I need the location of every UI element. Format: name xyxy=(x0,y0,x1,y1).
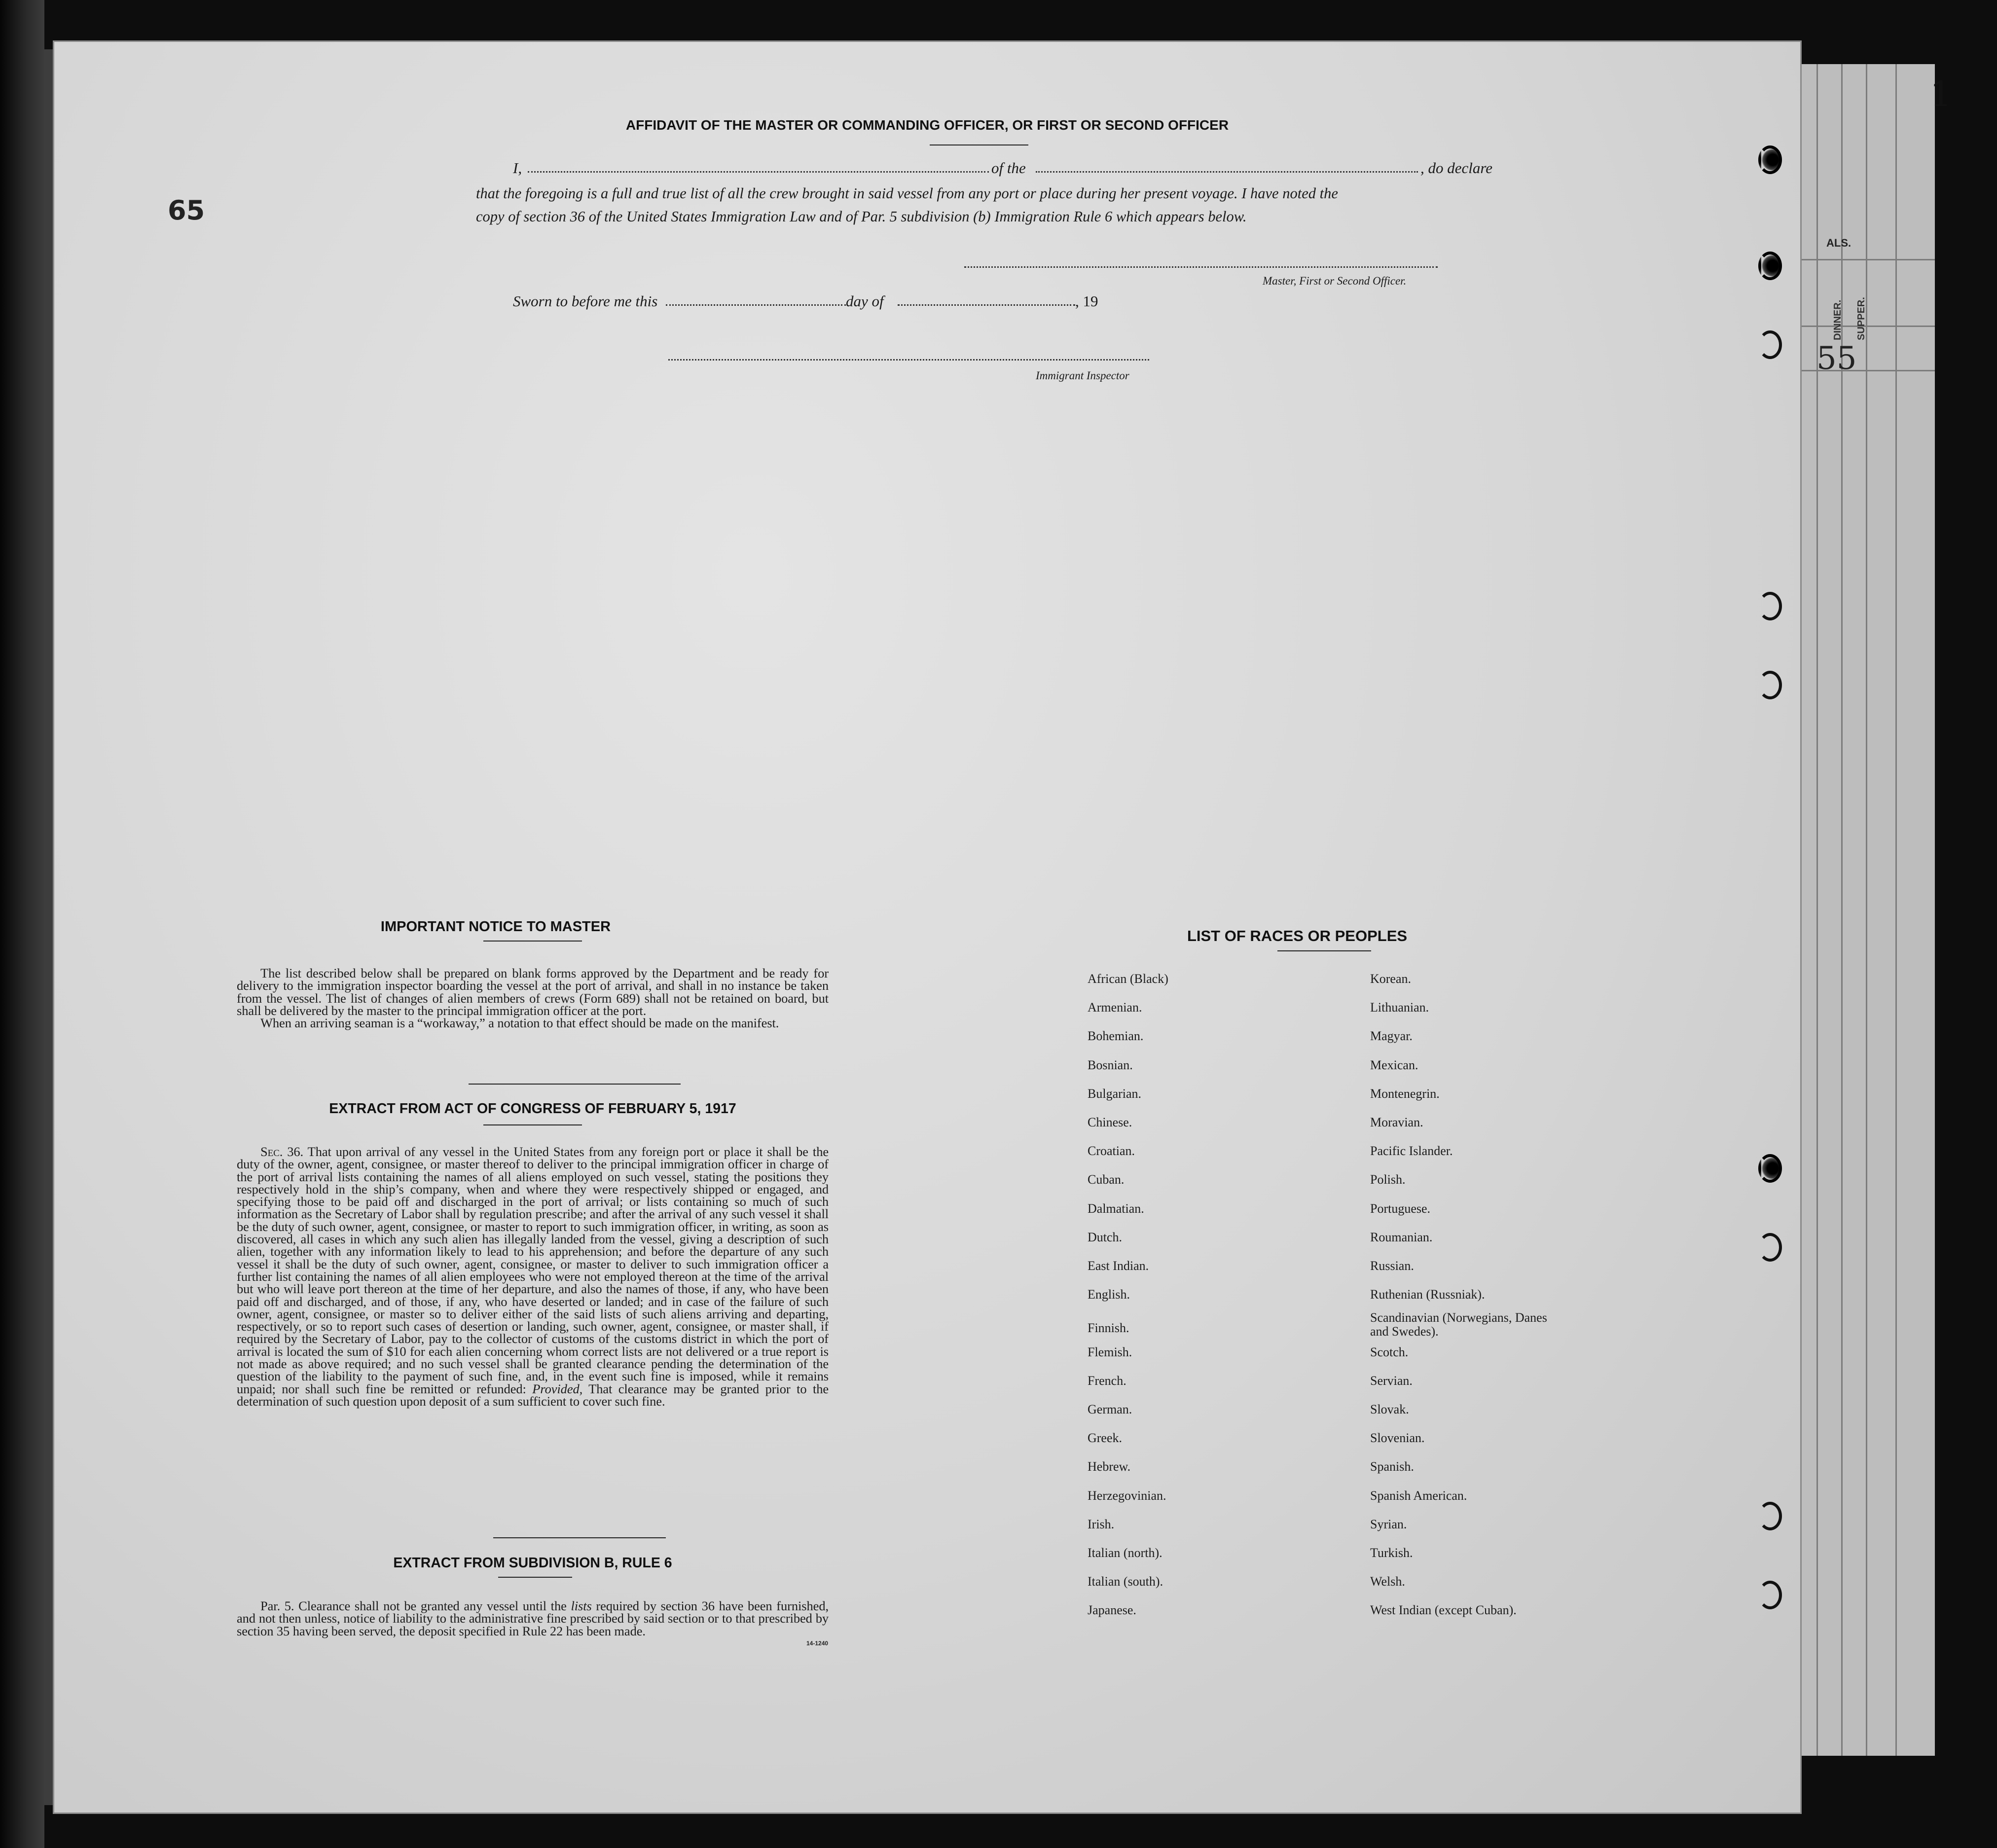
punch-hole xyxy=(1758,1233,1782,1262)
punch-hole xyxy=(1758,592,1782,620)
punch-hole xyxy=(1758,252,1782,280)
divider xyxy=(483,1124,582,1125)
race-item: Cuban. xyxy=(1088,1172,1125,1187)
race-item: Korean. xyxy=(1370,972,1412,986)
divider xyxy=(483,941,582,942)
race-item: Italian (north). xyxy=(1088,1546,1162,1560)
sheet-rule xyxy=(1816,64,1818,1756)
race-item: Servian. xyxy=(1370,1373,1413,1388)
manifest-page xyxy=(54,42,1800,1812)
race-item: Italian (south). xyxy=(1088,1574,1163,1589)
race-item: German. xyxy=(1088,1402,1132,1416)
sheet-rule xyxy=(1787,259,1935,260)
notice-title: IMPORTANT NOTICE TO MASTER xyxy=(380,919,611,935)
sheet-rule xyxy=(1895,64,1897,1756)
race-item: West Indian (except Cuban). xyxy=(1370,1603,1517,1618)
affidavit-line-2: that the foregoing is a full and true list of all the crew brought in said vessel from any port or place during her present voyage. I have noted the xyxy=(476,185,1338,202)
race-item: Slovak. xyxy=(1370,1402,1409,1416)
race-item: Spanish. xyxy=(1370,1459,1414,1474)
affidavit-title: AFFIDAVIT OF THE MASTER OR COMMANDING OFFICER, OR FIRST OR SECOND OFFICER xyxy=(625,117,1229,133)
race-item: French. xyxy=(1088,1373,1126,1388)
affidavit-of-the: of the xyxy=(991,159,1026,177)
affidavit-declare: , do declare xyxy=(1420,159,1493,177)
handwritten-number: 55 xyxy=(1816,340,1857,377)
punch-hole xyxy=(1758,330,1782,359)
race-item: English. xyxy=(1088,1287,1130,1302)
rule-text: Par. 5. Clearance shall not be granted any vessel until the xyxy=(260,1598,567,1613)
races-title: LIST OF RACES OR PEOPLES xyxy=(1187,927,1408,944)
stamp-number: 65 xyxy=(168,195,205,226)
underlying-sheet xyxy=(1785,64,1952,1756)
race-item: Bohemian. xyxy=(1088,1029,1144,1044)
handwritten-mark: 1 xyxy=(1930,74,1952,114)
race-item: Finnish. xyxy=(1088,1321,1129,1336)
notice-body xyxy=(237,967,829,1029)
act-extract-title: EXTRACT FROM ACT OF CONGRESS OF FEBRUARY 5, 1917 xyxy=(329,1101,736,1117)
race-item: Herzegovinian. xyxy=(1088,1488,1166,1503)
sworn-label: Sworn to before me this xyxy=(513,292,658,310)
race-item: Polish. xyxy=(1370,1172,1406,1187)
race-item: African (Black) xyxy=(1088,972,1168,986)
race-item: Moravian. xyxy=(1370,1115,1423,1129)
binder-edge xyxy=(0,0,44,1848)
race-item: Russian. xyxy=(1370,1259,1414,1273)
affidavit-line-3: copy of section 36 of the United States Immigration Law and of Par. 5 subdivision (b) Immigration Rule 6 which appears below. xyxy=(476,208,1247,225)
race-item: Lithuanian. xyxy=(1370,1000,1429,1015)
sheet-column-label: DINNER. xyxy=(1832,299,1843,340)
race-item: Armenian. xyxy=(1088,1000,1142,1015)
rule-extract-body xyxy=(237,1600,829,1637)
race-item: Syrian. xyxy=(1370,1517,1407,1531)
section-label: Sec. 36. xyxy=(260,1144,304,1159)
race-item: Slovenian. xyxy=(1370,1431,1425,1446)
race-item: Bosnian. xyxy=(1088,1057,1133,1072)
race-item: Turkish. xyxy=(1370,1546,1413,1560)
notice-paragraph: When an arriving seaman is a “workaway,” a notation to that effect should be made on the manifest. xyxy=(260,1015,779,1031)
sheet-column-label: SUPPER. xyxy=(1856,297,1867,340)
divider xyxy=(493,1537,666,1538)
divider xyxy=(498,1577,572,1578)
day-of-label: day of xyxy=(846,292,884,310)
act-extract-body xyxy=(237,1146,829,1408)
rule-text: required by section 36 have been furnished, and not then unless, notice of liability to the administrative fine prescribed by said section or to that prescribed by section 35 having been served, the deposit specified in Rule 22 has been made. xyxy=(237,1598,829,1638)
race-item: East Indian. xyxy=(1088,1259,1149,1273)
race-item: Chinese. xyxy=(1088,1115,1132,1129)
race-item: Hebrew. xyxy=(1088,1459,1131,1474)
race-item: Flemish. xyxy=(1088,1344,1132,1359)
race-item: Magyar. xyxy=(1370,1029,1413,1044)
race-item: Scandinavian (Norwegians, Danes and Swedes). xyxy=(1370,1310,1547,1339)
sworn-month-line xyxy=(898,304,1075,306)
race-item: Roumanian. xyxy=(1370,1230,1433,1244)
race-item: Dalmatian. xyxy=(1088,1201,1144,1216)
race-item: Dutch. xyxy=(1088,1230,1123,1244)
year-prefix: , 19 xyxy=(1075,292,1098,310)
race-item: Montenegrin. xyxy=(1370,1086,1440,1101)
inspector-signature-line xyxy=(668,359,1149,361)
race-item: Welsh. xyxy=(1370,1574,1405,1589)
signature-label: Master, First or Second Officer. xyxy=(1263,275,1407,287)
race-item: Bulgarian. xyxy=(1088,1086,1142,1101)
act-text: That upon arrival of any vessel in the United States from any foreign port or place it shall be the duty of the owner, agent, consignee, or master thereof to deliver to the principal immigration officer in charge of the port of arrival lists containing the names of all aliens employed on such vessel, stating the positions they respectively hold in the ship’s company, when and where they were respectively shipped or engaged, and specifying those to be paid off and discharged in the port of arrival; or lists containing so much of such information as the Secretary of Labor shall by regulation prescribe; and after the arrival of any such vessel it shall be the duty of such owner, agent, consignee, or master to report to such immigration officer, in writing, as soon as discovered, all cases in which any such alien has illegally landed from the vessel, giving a description of such alien, together with any information likely to lead to his apprehension; and before the departure of any such vessel it shall be the duty of such owner, agent, consignee, or master to deliver to such immigration officer a further list containing the names of all alien employees who were not employed thereon at the time of the arrival but who will leave port thereon at the time of her departure, and also the names of those, if any, who have been paid off and discharged, and of those, if any, who have deserted or landed; and in case of the failure of such owner, agent, consignee, or master so to deliver either of the said lists of such aliens arriving and departing, respectively, or so to report such cases of desertion or landing, such owner, agent, consignee, or master shall, if required by the Secretary of Labor, pay to the collector of customs of the customs district in which the port of arrival is located the sum of $10 for each alien concerning whom correct lists are not delivered or a true report is not made as above required; and no such vessel shall be granted clearance pending the determination of the question of the liability to the payment of such fine, and, in the event such fine is imposed, while it remains unpaid; nor shall such fine be remitted or refunded: xyxy=(237,1144,829,1396)
punch-hole xyxy=(1758,1154,1782,1183)
sworn-day-line xyxy=(666,304,846,306)
provided-term: Provided, xyxy=(532,1381,583,1396)
punch-hole xyxy=(1758,1502,1782,1530)
race-item: Mexican. xyxy=(1370,1057,1418,1072)
race-item: Greek. xyxy=(1088,1431,1123,1446)
punch-hole xyxy=(1758,145,1782,174)
race-item: Portuguese. xyxy=(1370,1201,1431,1216)
divider xyxy=(1277,950,1371,951)
race-item: Scotch. xyxy=(1370,1344,1409,1359)
race-item: Ruthenian (Russniak). xyxy=(1370,1287,1485,1302)
vessel-line xyxy=(1036,171,1418,173)
lists-term: lists xyxy=(571,1598,592,1613)
race-item: Croatian. xyxy=(1088,1144,1135,1159)
race-item: Irish. xyxy=(1088,1517,1115,1531)
divider xyxy=(469,1084,681,1085)
punch-hole xyxy=(1758,1581,1782,1609)
rule-extract-title: EXTRACT FROM SUBDIVISION B, RULE 6 xyxy=(393,1555,672,1571)
act-text: That clearance may be granted prior to the determination of such question upon deposit of a sum sufficient to cover such fine. xyxy=(237,1381,829,1409)
sheet-rule xyxy=(1787,370,1935,371)
notice-paragraph: The list described below shall be prepared on blank forms approved by the Department and be ready for delivery to the immigration inspector boarding the vessel at the port of arrival, and shall in no instance be taken from the vessel. The list of changes of alien members of crews (Form 689) shall not be retained on board, but shall be delivered by the master to the principal immigration officer at the port. xyxy=(237,966,829,1018)
sheet-header: ALS. xyxy=(1826,237,1852,249)
form-number: 14-1240 xyxy=(806,1640,829,1647)
inspector-label: Immigrant Inspector xyxy=(1036,369,1129,382)
signature-line xyxy=(964,266,1438,268)
name-line xyxy=(528,171,989,173)
race-item: Japanese. xyxy=(1088,1603,1136,1618)
punch-hole xyxy=(1758,671,1782,699)
race-item: Spanish American. xyxy=(1370,1488,1467,1503)
race-item: Pacific Islander. xyxy=(1370,1144,1453,1159)
affidavit-i: I, xyxy=(513,159,522,177)
